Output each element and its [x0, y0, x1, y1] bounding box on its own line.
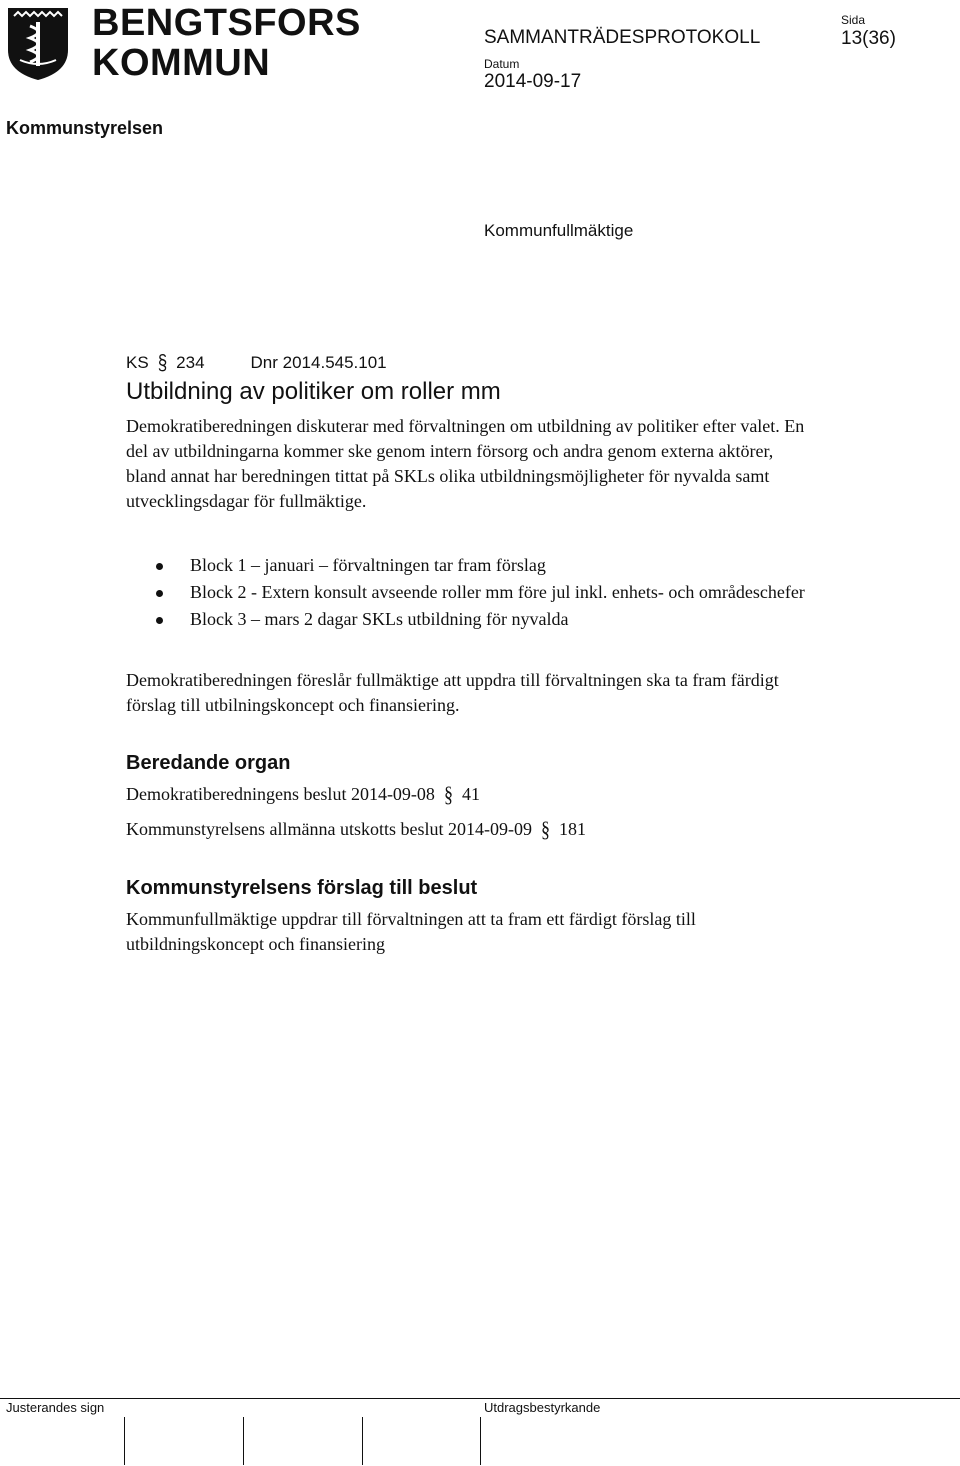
case-prefix: KS [126, 353, 149, 372]
board-name: Kommunstyrelsen [6, 118, 164, 138]
reference-number: 41 [461, 784, 480, 804]
footer-divider [0, 1398, 960, 1399]
case-paragraph-2: Demokratiberedningen föreslår fullmäktige att uppdra till förvaltningen ska ta fram färdigt förslag till utbilningskoncept och finansiering. [126, 670, 779, 715]
assembly-name: Kommunfullmäktige [484, 221, 634, 240]
bullet-icon [156, 563, 163, 570]
signature-box-divider [480, 1417, 481, 1465]
preparing-body-heading: Beredande organ [126, 752, 291, 774]
preparing-body-reference-2 [126, 816, 586, 842]
section-mark: § [443, 781, 453, 807]
page-label: Sida [841, 13, 866, 27]
proposal-text: Kommunfullmäktige uppdrar till förvaltningen att ta fram ett färdigt förslag till utbildningskoncept och finansiering [126, 909, 696, 954]
document-type: SAMMANTRÄDESPROTOKOLL [484, 27, 761, 48]
section-mark: § [540, 816, 550, 842]
list-item [150, 607, 830, 632]
extract-certification-label: Utdragsbestyrkande [484, 1400, 601, 1415]
preparing-body-reference-1 [126, 781, 480, 807]
case-title: Utbildning av politiker om roller mm [126, 378, 501, 405]
bullet-icon [156, 590, 163, 597]
signature-box-divider [124, 1417, 125, 1465]
case-number: 234 [176, 353, 205, 372]
reference-text: Kommunstyrelsens allmänna utskotts beslut 2014-09-09 [126, 819, 532, 839]
brand-name-line1: BENGTSFORS [92, 2, 361, 44]
signature-box-divider [362, 1417, 363, 1465]
bullet-icon [156, 617, 163, 624]
bullet-list [150, 553, 830, 634]
list-item-text: Block 1 – januari – förvaltningen tar fram förslag [190, 555, 546, 575]
page-number: 13(36) [841, 28, 896, 49]
municipal-crest-logo [6, 6, 70, 82]
case-reference [126, 350, 387, 375]
reference-text: Demokratiberedningens beslut 2014-09-08 [126, 784, 435, 804]
reference-number: 181 [558, 819, 586, 839]
list-item [150, 553, 830, 578]
signature-box-divider [243, 1417, 244, 1465]
list-item-text: Block 2 - Extern konsult avseende roller mm före jul inkl. enhets- och områdeschefer [190, 582, 805, 602]
list-item-text: Block 3 – mars 2 dagar SKLs utbildning för nyvalda [190, 609, 569, 629]
date-label: Datum [484, 57, 520, 71]
meeting-date: 2014-09-17 [484, 71, 582, 92]
case-paragraph-1: Demokratiberedningen diskuterar med förvaltningen om utbildning av politiker efter valet. En del av utbildningarna kommer ske genom intern försorg och andra genom externa aktörer, bland annat har beredningen tittat på SKLs olika utbildningsmöjligheter för nyvalda samt utvecklingsdagar för fullmäktige. [126, 416, 805, 511]
adjuster-signature-label: Justerandes sign [6, 1400, 105, 1415]
list-item [150, 580, 830, 605]
proposal-heading: Kommunstyrelsens förslag till beslut [126, 877, 478, 899]
section-mark: § [157, 350, 168, 375]
brand-name-line2: KOMMUN [92, 42, 271, 84]
diary-number: Dnr 2014.545.101 [250, 353, 387, 372]
